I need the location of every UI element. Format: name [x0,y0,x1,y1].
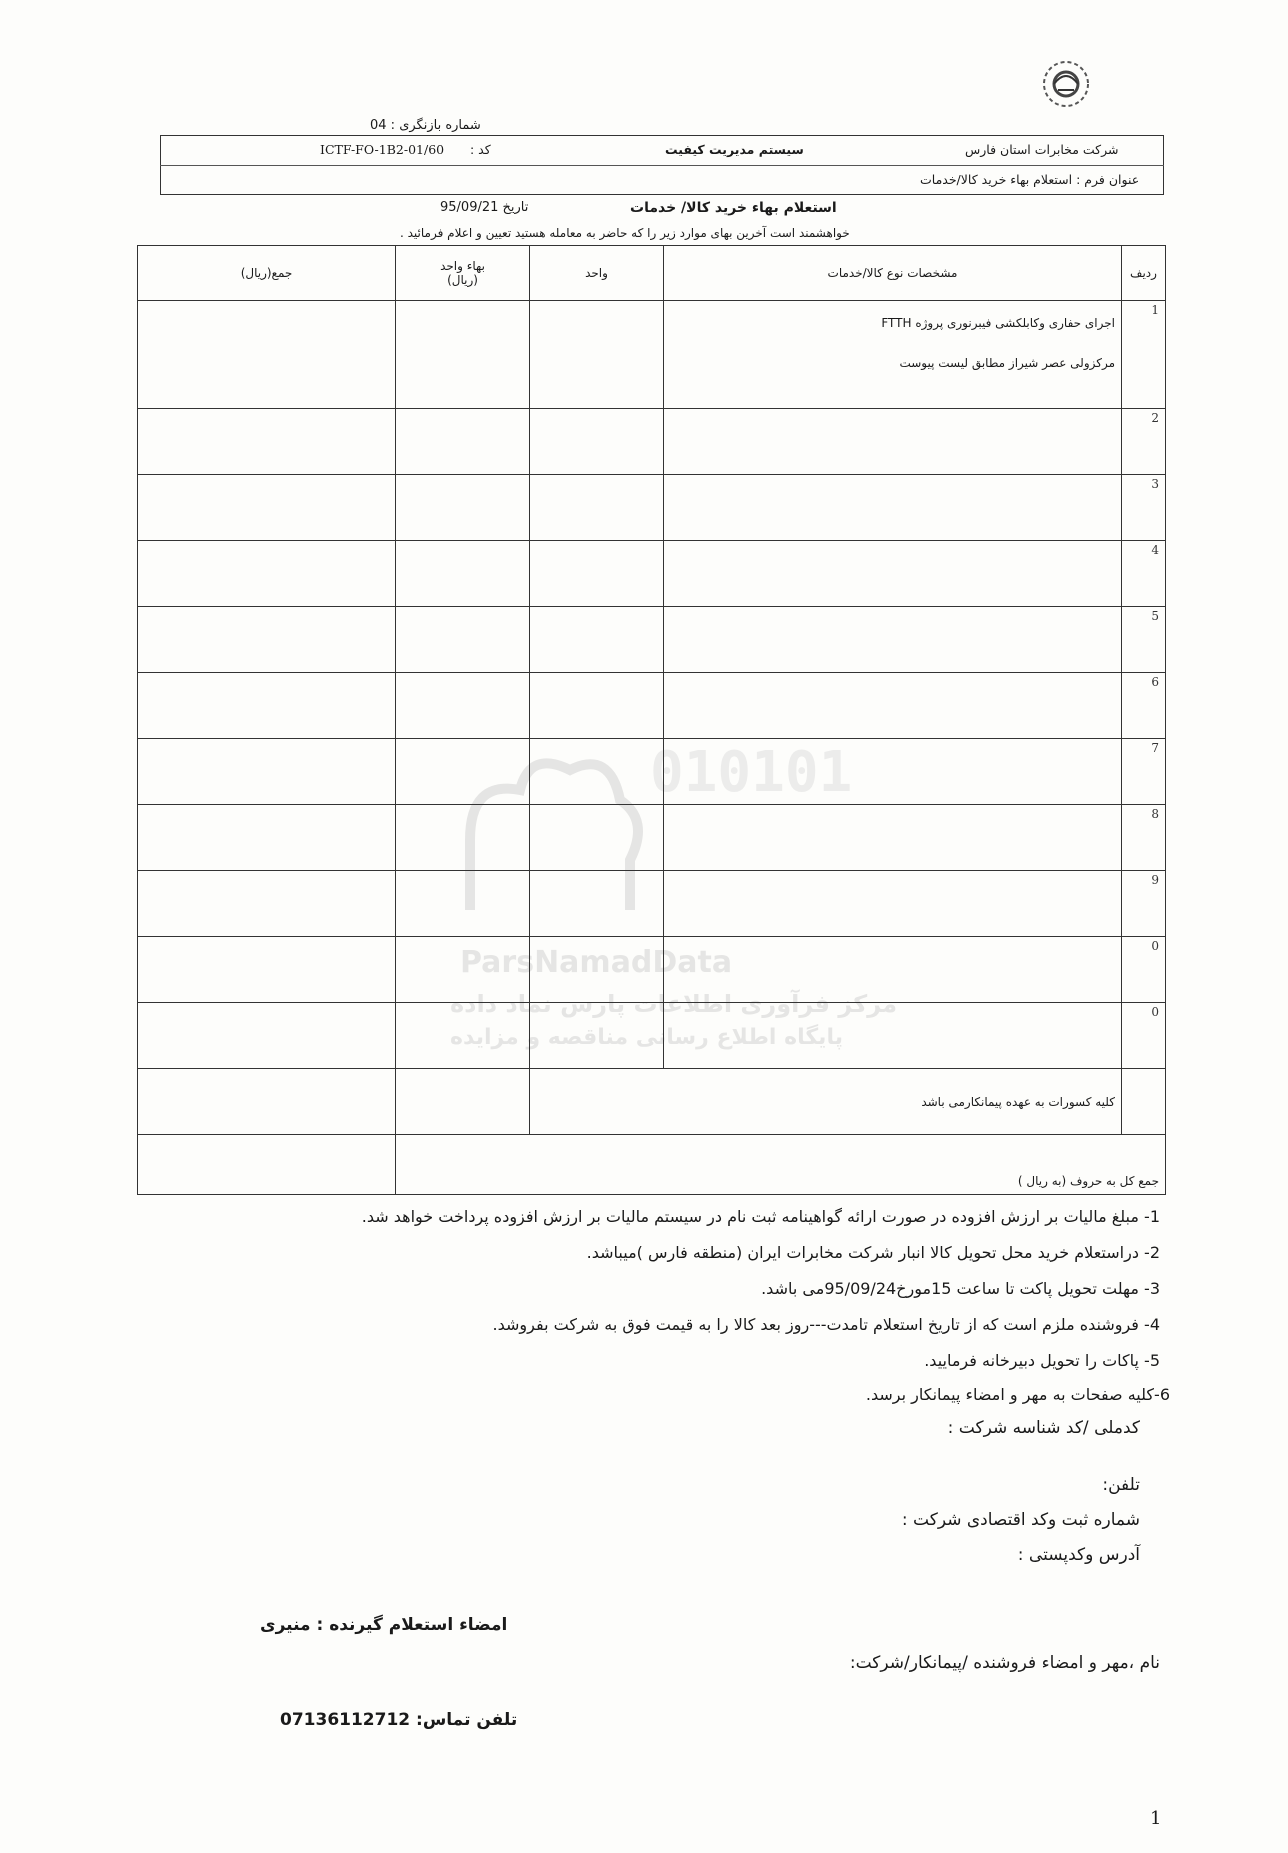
phone-field: تلفن: [1102,1475,1140,1495]
row-unit [530,301,664,409]
row-description [664,475,1122,541]
contact-phone: تلفن تماس: 07136112712 [280,1710,518,1730]
table-row-note [138,1069,1166,1135]
row-price [396,409,530,475]
row-total [138,739,396,805]
condition-item: 2- دراستعلام خرید محل تحویل کالا انبار شرکت مخابرات ایران (منطقه فارس )میباشد. [586,1243,1160,1262]
row-total [138,541,396,607]
form-header-divider [160,165,1164,166]
row-number: 1 [1122,301,1166,409]
row-description [664,739,1122,805]
table-row [138,937,1166,1003]
col-header-price [396,246,530,301]
table-row [138,673,1166,739]
table-row [138,409,1166,475]
sum-in-words-label: جمع کل به حروف (به ریال ) [396,1135,1166,1195]
row-description-line1: اجرای حفاری وکابلکشی فیبرنوری پروژه FTTH [881,316,1115,330]
row-total [138,937,396,1003]
row-total [138,871,396,937]
company-logo-icon [1040,58,1092,110]
watermark-line2: پایگاه اطلاع رسانی مناقصه و مزایده [450,1025,843,1050]
col-header-unit: واحد [530,246,664,301]
condition-item: 1- مبلغ مالیات بر ارزش افزوده در صورت ارائه گواهینامه ثبت نام در سیستم مالیات بر ارزش افزوده پرداخت خواهد شد. [361,1207,1160,1226]
row-number: 2 [1122,409,1166,475]
receiver-signature: امضاء استعلام گیرنده : منیری [260,1615,508,1635]
row-description [664,607,1122,673]
document-title: استعلام بهاء خرید کالا/ خدمات [630,200,837,216]
col-header-total: جمع(ریال) [138,246,396,301]
seller-signature-field: نام ،مهر و امضاء فروشنده /پیمانکار/شرکت: [849,1653,1160,1673]
col-header-price-line2: (ریال) [447,273,478,287]
row-price [396,541,530,607]
row-number: 8 [1122,805,1166,871]
row-unit [530,739,664,805]
intro-text: خواهشمند است آخرین بهای موارد زیر را که حاضر به معامله هستید تعیین و اعلام فرمائید . [400,226,850,240]
row-total [138,805,396,871]
row-price [396,1069,530,1135]
row-number: 4 [1122,541,1166,607]
row-description-line2: مرکزولی عصر شیراز مطابق لیست پیوست [899,356,1115,370]
row-total [138,673,396,739]
address-field: آدرس وکدپستی : [1017,1545,1140,1565]
row-number: 7 [1122,739,1166,805]
row-price [396,871,530,937]
row-description [664,1003,1122,1069]
row-description [664,409,1122,475]
col-header-price-line1: بهاء واحد [440,259,485,273]
row-unit [530,541,664,607]
table-row-sum [138,1135,1166,1195]
table-row [138,301,1166,409]
row-unit [530,937,664,1003]
col-header-desc: مشخصات نوع کالا/خدمات [664,246,1122,301]
row-unit [530,475,664,541]
page-number: 1 [1150,1808,1162,1829]
row-unit [530,871,664,937]
watermark-line1: مرکز فرآوری اطلاعات پارس نماد داده [450,990,898,1018]
table-row [138,739,1166,805]
row-price [396,301,530,409]
row-total [138,1069,396,1135]
row-number: 3 [1122,475,1166,541]
row-number: 0 [1122,1003,1166,1069]
quality-system-name: سیستم مدیریت کیفیت [665,142,804,157]
row-description [664,301,1122,409]
row-price [396,1003,530,1069]
revision-number: شماره بازنگری : 04 [370,118,481,133]
table-row [138,1003,1166,1069]
condition-item: 3- مهلت تحویل پاکت تا ساعت 15مورخ95/09/24می باشد. [761,1279,1160,1298]
row-price [396,937,530,1003]
table-header-row [138,246,1166,301]
row-number: 9 [1122,871,1166,937]
form-code-label: کد : [470,142,491,157]
row-unit [530,607,664,673]
row-price [396,739,530,805]
row-total [138,1003,396,1069]
table-row [138,607,1166,673]
condition-item: 4- فروشنده ملزم است که از تاریخ استعلام تامدت---روز بعد کالا را به قیمت فوق به شرکت بفروشد. [492,1315,1160,1334]
form-code-value: ICTF-FO-1B2-01/60 [320,142,445,157]
row-total [138,301,396,409]
row-description [664,541,1122,607]
col-header-row: ردیف [1122,246,1166,301]
row-total [138,409,396,475]
row-price [396,673,530,739]
company-name: شرکت مخابرات استان فارس [965,142,1119,157]
row-unit [530,1003,664,1069]
table-row [138,475,1166,541]
row-unit [530,805,664,871]
row-total [138,607,396,673]
row-number [1122,1069,1166,1135]
row-number: 6 [1122,673,1166,739]
row-description [664,673,1122,739]
table-row [138,805,1166,871]
row-description [664,805,1122,871]
sum-total [138,1135,396,1195]
form-title: عنوان فرم : استعلام بهاء خرید کالا/خدمات [920,172,1140,187]
table-row [138,541,1166,607]
row-unit [530,409,664,475]
items-table [137,245,1166,1195]
row-total [138,475,396,541]
row-price [396,805,530,871]
row-description [664,871,1122,937]
condition-item: 6-کلیه صفحات به مهر و امضاء پیمانکار برسد. [865,1385,1170,1404]
document-date: تاریخ 95/09/21 [440,200,529,215]
row-price [396,607,530,673]
row-number: 0 [1122,937,1166,1003]
row-description [664,937,1122,1003]
watermark-name: ParsNamadData [460,945,733,980]
row-number: 5 [1122,607,1166,673]
watermark-digits: 010101 [650,740,853,805]
national-id-field: کدملی /کد شناسه شرکت : [947,1418,1140,1438]
deductions-note: کلیه کسورات به عهده پیمانکارمی باشد [530,1069,1122,1135]
registration-field: شماره ثبت وکد اقتصادی شرکت : [901,1510,1140,1530]
table-row [138,871,1166,937]
row-unit [530,673,664,739]
condition-item: 5- پاکات را تحویل دبیرخانه فرمایید. [924,1351,1160,1370]
row-price [396,475,530,541]
